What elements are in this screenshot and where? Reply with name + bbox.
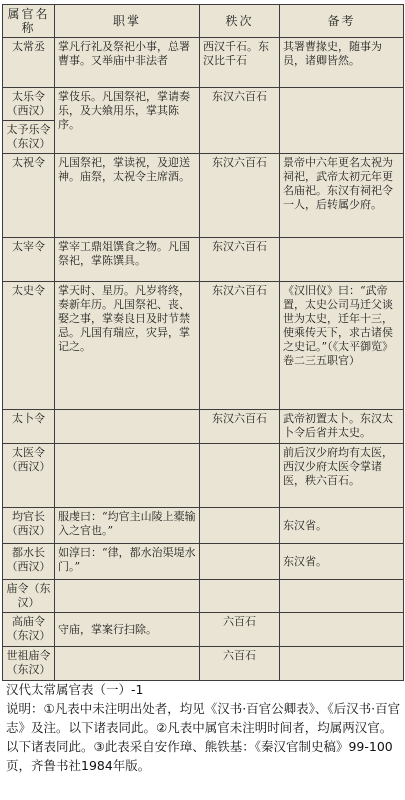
table-caption: 汉代太常属官表（一）-1 — [6, 682, 144, 697]
row-rank — [200, 444, 280, 508]
table-header-row — [3, 5, 404, 38]
row-name: 庙令（东汉） — [3, 580, 55, 613]
row-rank: 东汉六百石 — [200, 88, 280, 154]
row-note: 前后汉少府均有太医，西汉少府太医令掌诸医，秩六百石。 — [280, 444, 404, 508]
row-name: 太予乐令（东汉） — [3, 121, 55, 154]
row-note — [280, 613, 404, 647]
row-note — [280, 647, 404, 681]
table-row — [3, 580, 404, 613]
row-note — [280, 238, 404, 282]
row-duty — [55, 444, 200, 508]
row-duty — [55, 580, 200, 613]
row-duty: 掌凡行礼及祭祀小事，总署曹事。又举庙中非法者 — [55, 38, 200, 88]
row-rank — [200, 544, 280, 580]
row-duty: 服虔曰：“均官主山陵上橐输入之官也。” — [55, 508, 200, 544]
row-rank: 东汉六百石 — [200, 238, 280, 282]
row-name: 太卜令 — [3, 410, 55, 444]
row-note: 武帝初置太卜。东汉太卜令后省并太史。 — [280, 410, 404, 444]
row-note — [280, 88, 404, 154]
row-note: 景帝中六年更名太祝为祠祀，武帝太初元年更名庙祀。东汉有祠祀令一人，后转属少府。 — [280, 154, 404, 238]
row-name: 均官长（西汉） — [3, 508, 55, 544]
header-note: 备考 — [280, 5, 404, 38]
table-row — [3, 410, 404, 444]
row-duty: 如淳曰：“律，都水治渠堤水门。” — [55, 544, 200, 580]
table-row — [3, 88, 404, 121]
row-name: 高庙令（东汉） — [3, 613, 55, 647]
row-rank: 西汉千石。东汉比千石 — [200, 38, 280, 88]
row-name: 太乐令（西汉） — [3, 88, 55, 121]
row-rank: 六百石 — [200, 613, 280, 647]
table-row — [3, 38, 404, 88]
header-name: 属官名称 — [3, 5, 55, 38]
row-name: 太医令（西汉） — [3, 444, 55, 508]
row-rank: 东汉六百石 — [200, 154, 280, 238]
row-name: 太史令 — [3, 282, 55, 410]
row-duty: 掌宰工鼎俎馔食之物。凡国祭祀，掌陈馔具。 — [55, 238, 200, 282]
row-note: 东汉省。 — [280, 544, 404, 580]
table-row — [3, 154, 404, 238]
row-note: 其署曹掾史，随事为员，诸卿皆然。 — [280, 38, 404, 88]
row-rank: 六百石 — [200, 647, 280, 681]
header-rank: 秩次 — [200, 5, 280, 38]
row-name: 太宰令 — [3, 238, 55, 282]
row-rank: 东汉六百石 — [200, 282, 280, 410]
row-rank — [200, 508, 280, 544]
officials-table — [2, 4, 404, 681]
caption-area — [6, 680, 401, 775]
header-duty: 职掌 — [55, 5, 200, 38]
row-name: 太祝令 — [3, 154, 55, 238]
row-duty: 掌伎乐。凡国祭祀，掌请奏乐，及大飨用乐，掌其陈序。 — [55, 88, 200, 154]
table-row — [3, 613, 404, 647]
row-duty: 守庙，掌案行扫除。 — [55, 613, 200, 647]
row-duty: 掌天时、星历。凡岁将终，奏新年历。凡国祭祀、丧、娶之事，掌奏良日及时节禁忌。凡国有瑞应，灾异，掌记之。 — [55, 282, 200, 410]
row-rank: 东汉六百石 — [200, 410, 280, 444]
row-name: 世祖庙令（东汉） — [3, 647, 55, 681]
table-row — [3, 508, 404, 544]
row-note: 东汉省。 — [280, 508, 404, 544]
row-name: 都水长（西汉） — [3, 544, 55, 580]
table-row — [3, 544, 404, 580]
row-rank — [200, 580, 280, 613]
row-duty — [55, 647, 200, 681]
table-row — [3, 647, 404, 681]
table-row — [3, 238, 404, 282]
row-duty — [55, 410, 200, 444]
row-note — [280, 580, 404, 613]
row-note: 《汉旧仪》曰：“武帝置，太史公司马迁父谈世为太史，迁年十三，使乘传天下，求古诸侯之史记。”（《太平御览》卷二三五职官） — [280, 282, 404, 410]
caption-note: 说明：①凡表中未注明出处者，均见《汉书·百官公卿表》、《后汉书·百官志》及注。以下诸表同此。②凡表中属官未注明时间者，均属两汉官。以下诸表同此。③此表采自安作璋、熊铁基：《秦汉官制史稿》99-100页，齐鲁书社1984年版。 — [6, 701, 401, 773]
table-row — [3, 444, 404, 508]
table-row — [3, 282, 404, 410]
row-duty: 凡国祭祀，掌读祝，及迎送神。庙祭，太祝令主席酒。 — [55, 154, 200, 238]
row-name: 太常丞 — [3, 38, 55, 88]
